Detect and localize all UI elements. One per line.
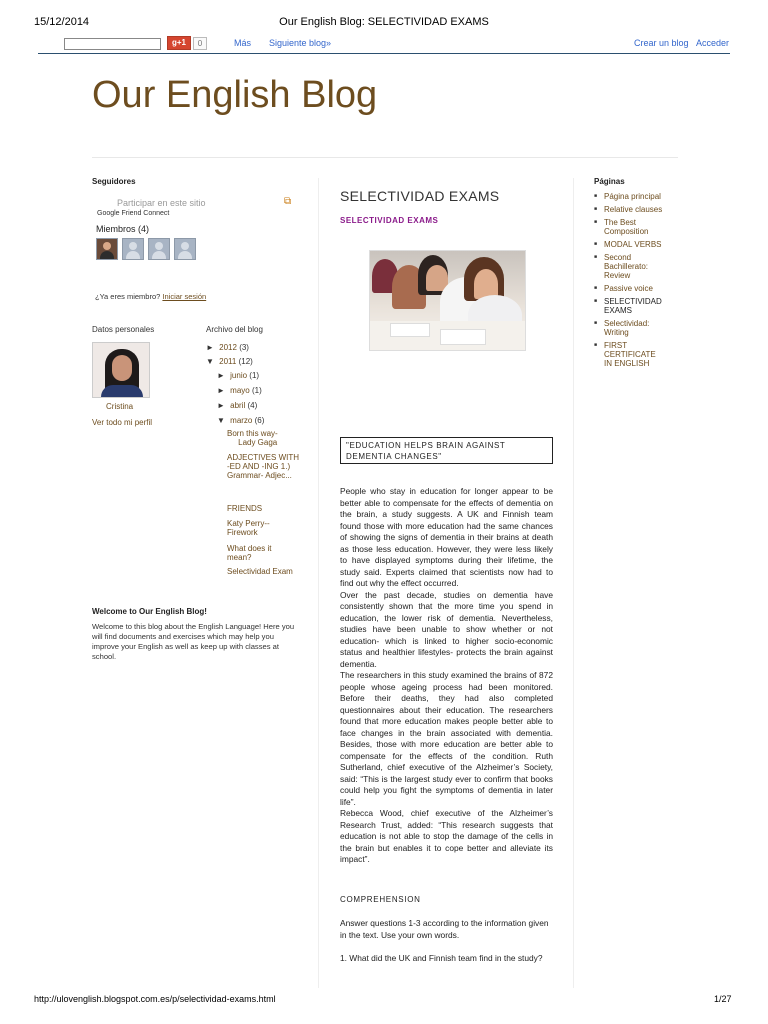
- google-plus-one-button[interactable]: g+1: [167, 36, 191, 50]
- article-body: [340, 486, 553, 866]
- archive-year-2011[interactable]: [206, 357, 253, 366]
- page-link[interactable]: ■ Passive voice: [594, 284, 684, 293]
- page-link[interactable]: ■ Second Bachillerato: Review: [594, 253, 658, 280]
- create-blog-link[interactable]: Crear un blog: [634, 38, 689, 48]
- view-profile-link[interactable]: Ver todo mi perfil: [92, 418, 153, 427]
- join-site-link[interactable]: Participar en este sitio: [117, 198, 206, 208]
- article-paragraph: The researchers in this study examined the brains of 872 people whose ageing process had been monitored. Before their deaths, they had also completed questionnaires about their education. The researchers found that more education makes people better able to face changes in the brain associated with dementia. Besides, those with more education are better able to compensate for the effects of the condition. Ruth Sutherland, chief executive of the Alzheimer’s Society, said: “This is the largest study ever to confirm that books could help you fight the symptoms of dementia in later life”.: [340, 670, 553, 807]
- member-signin-link[interactable]: Iniciar sesión: [162, 292, 207, 301]
- article-headline-box: "EDUCATION HELPS BRAIN AGAINST DEMENTIA CHANGES": [340, 437, 553, 464]
- already-member-text: ¿Ya eres miembro?: [95, 292, 161, 301]
- archive-month-label[interactable]: abril: [230, 401, 246, 410]
- profile-name-link[interactable]: Cristina: [106, 402, 134, 411]
- archive-month-label[interactable]: marzo: [230, 416, 253, 425]
- archive-post-link[interactable]: Selectividad Exam: [227, 567, 293, 576]
- header-divider: [92, 157, 678, 158]
- popout-icon[interactable]: ⧉: [284, 196, 292, 207]
- archive-post-link[interactable]: ADJECTIVES WITH -ED AND -ING 1.) Grammar- Adjec...: [227, 453, 300, 480]
- archive-post-link[interactable]: FRIENDS: [227, 504, 263, 513]
- expanded-arrow-icon[interactable]: ▼: [217, 416, 225, 425]
- archive-post-link[interactable]: What does it mean?: [227, 544, 272, 562]
- page-url: http://ulovenglish.blogspot.com.es/p/selectividad-exams.html: [34, 994, 276, 1004]
- page-link[interactable]: ■ Página principal: [594, 192, 684, 201]
- archive-post-link[interactable]: Born this way- Lady Gaga: [227, 429, 278, 447]
- archive-month-count: (4): [247, 401, 258, 410]
- archive-title: Archivo del blog: [206, 325, 263, 334]
- welcome-title: Welcome to Our English Blog!: [92, 607, 207, 616]
- collapsed-arrow-icon[interactable]: ►: [217, 401, 225, 410]
- page-number: 1/27: [714, 994, 732, 1004]
- left-column-divider: [318, 178, 319, 988]
- gfc-label: Google Friend Connect: [97, 210, 170, 217]
- page-link[interactable]: ■ The Best Composition: [594, 218, 654, 236]
- member-avatar[interactable]: [122, 238, 144, 260]
- comprehension-question: 1. What did the UK and Finnish team find in the study?: [340, 953, 543, 963]
- profile-title: Datos personales: [92, 325, 155, 334]
- archive-month-junio[interactable]: [217, 371, 259, 380]
- member-avatar-photo[interactable]: [96, 238, 118, 260]
- pages-list: [594, 192, 684, 372]
- archive-month-abril[interactable]: [217, 401, 257, 410]
- archive-year-count: (12): [238, 357, 253, 366]
- archive-month-count: (6): [254, 416, 265, 425]
- article-paragraph: Over the past decade, studies on dementia have consistently shown that the more time you spend in education, the lower risk of dementia. Nevertheless, studies have been unable to show whether or not education- which is linked to higher socio-economic status and healthier lifestyles- protects the brain against dementia.: [340, 589, 553, 669]
- followers-title: Seguidores: [92, 177, 136, 186]
- pages-title: Páginas: [594, 177, 625, 186]
- navbar-search-input[interactable]: [64, 38, 161, 50]
- more-link[interactable]: Más: [234, 38, 252, 48]
- post-title: SELECTIVIDAD EXAMS: [340, 188, 500, 204]
- sign-in-link[interactable]: Acceder: [696, 38, 730, 48]
- page-link[interactable]: ■ Relative clauses: [594, 205, 684, 214]
- print-header: [0, 16, 768, 30]
- collapsed-arrow-icon[interactable]: ►: [217, 371, 225, 380]
- archive-month-count: (1): [249, 371, 260, 380]
- collapsed-arrow-icon[interactable]: ►: [206, 343, 214, 352]
- post-subtitle: SELECTIVIDAD EXAMS: [340, 216, 439, 225]
- archive-month-mayo[interactable]: [217, 386, 262, 395]
- comprehension-heading: COMPREHENSION: [340, 895, 421, 904]
- print-title: Our English Blog: SELECTIVIDAD EXAMS: [279, 16, 489, 28]
- google-plus-count: 0: [193, 37, 207, 50]
- page-link-current[interactable]: ■ SELECTIVIDAD EXAMS: [594, 297, 664, 315]
- member-avatar[interactable]: [148, 238, 170, 260]
- archive-year-2012[interactable]: [206, 343, 249, 352]
- blogger-navbar: [38, 36, 730, 54]
- collapsed-arrow-icon[interactable]: ►: [217, 386, 225, 395]
- page-link[interactable]: ■ Selectividad: Writing: [594, 319, 658, 337]
- comprehension-instructions: Answer questions 1-3 according to the information given in the text. Use your own words.: [340, 918, 549, 940]
- students-exam-photo[interactable]: [369, 250, 526, 351]
- welcome-text: Welcome to this blog about the English Language! Here you will find documents and exercises which may help you improve your English as well as keep up with classes at school.: [92, 622, 295, 661]
- archive-year-label[interactable]: 2011: [219, 357, 237, 366]
- archive-month-count: (1): [251, 386, 262, 395]
- archive-year-label[interactable]: 2012: [219, 343, 237, 352]
- archive-month-label[interactable]: junio: [230, 371, 248, 380]
- archive-month-marzo[interactable]: [217, 416, 264, 425]
- archive-year-count: (3): [239, 343, 249, 352]
- article-paragraph: People who stay in education for longer appear to be better able to compensate for the effects of dementia on the brain, a study suggests. A UK and Finnish team found those with more education had the same chances of showing the signs of dementia in their brains at death as those less education. However, they were less likely to have displayed symptoms during their lifetime, the study said. Experts claimed that scientists now had to find out why the effect occurred.: [340, 486, 553, 588]
- archive-month-label[interactable]: mayo: [230, 386, 250, 395]
- blog-title[interactable]: Our English Blog: [92, 74, 378, 116]
- profile-photo[interactable]: [92, 342, 150, 398]
- article-paragraph: Rebecca Wood, chief executive of the Alzheimer’s Research Trust, added: “This research suggests that education is not able to stop the damage of the cells in the brain but enables it to cope better and alleviate its impact”.: [340, 808, 553, 864]
- print-date: 15/12/2014: [34, 16, 90, 28]
- member-signin-row: [95, 292, 206, 301]
- page-link[interactable]: ■ FIRST CERTIFICATE IN ENGLISH: [594, 341, 664, 368]
- archive-post-link[interactable]: Katy Perry-- Firework: [227, 519, 270, 537]
- page-link[interactable]: ■ MODAL VERBS: [594, 240, 684, 249]
- member-avatar[interactable]: [174, 238, 196, 260]
- next-blog-link[interactable]: Siguiente blog»: [269, 38, 332, 48]
- members-count: Miembros (4): [96, 224, 150, 234]
- expanded-arrow-icon[interactable]: ▼: [206, 357, 214, 366]
- right-column-divider: [573, 178, 574, 988]
